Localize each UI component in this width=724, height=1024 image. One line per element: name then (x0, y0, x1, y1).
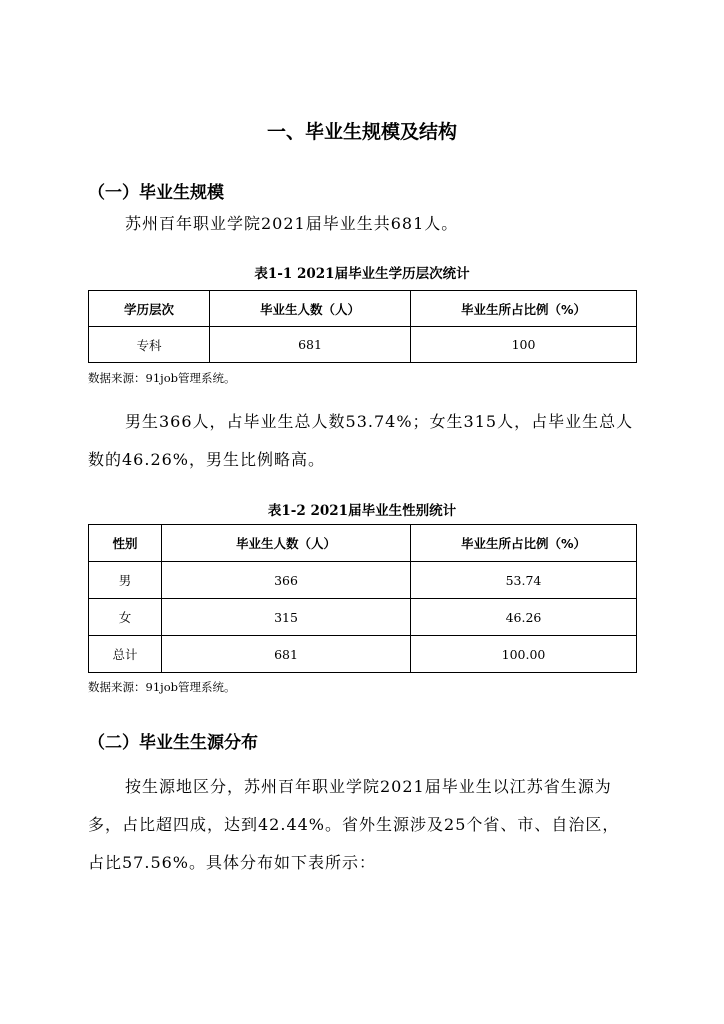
table-cell: 315 (162, 599, 411, 636)
gender-paragraph: 男生366人，占毕业生总人数53.74%；女生315人，占毕业生总人数的46.26%，男生比例略高。 (88, 412, 634, 469)
table-cell: 专科 (89, 327, 210, 363)
intro-paragraph: 苏州百年职业学院2021届毕业生共681人。 (125, 214, 459, 233)
table-row (89, 636, 637, 673)
table-cell: 男 (89, 562, 162, 599)
data-source-note: 数据来源：91job管理系统。 (88, 680, 236, 694)
table-cell: 681 (210, 327, 411, 363)
table-cell: 总计 (89, 636, 162, 673)
table-header-cell: 毕业生所占比例（%） (411, 291, 637, 327)
table-cell: 46.26 (411, 599, 637, 636)
section-title: 一、毕业生规模及结构 (266, 121, 457, 143)
table-header-row (89, 525, 637, 562)
table-cell: 366 (162, 562, 411, 599)
gender-table (88, 524, 637, 673)
table-cell: 女 (89, 599, 162, 636)
table1-caption: 表1-1 2021届毕业生学历层次统计 (254, 266, 470, 282)
table-row (89, 562, 637, 599)
table-header-cell: 学历层次 (89, 291, 210, 327)
subsection-heading-scale: （一）毕业生规模 (88, 183, 224, 203)
subsection-heading-origin: （二）毕业生生源分布 (88, 733, 258, 753)
table-row (89, 327, 637, 363)
table-cell: 100 (411, 327, 637, 363)
table-header-row (89, 291, 637, 327)
table-cell: 100.00 (411, 636, 637, 673)
table-cell: 681 (162, 636, 411, 673)
table-header-cell: 毕业生人数（人） (210, 291, 411, 327)
table-cell: 53.74 (411, 562, 637, 599)
education-level-table (88, 290, 637, 363)
table-row (89, 599, 637, 636)
table-header-cell: 毕业生人数（人） (162, 525, 411, 562)
origin-paragraph: 按生源地区分，苏州百年职业学院2021届毕业生以江苏省生源为多，占比超四成，达到42.44%。省外生源涉及25个省、市、自治区，占比57.56%。具体分布如下表所示： (88, 777, 620, 872)
data-source-note: 数据来源：91job管理系统。 (88, 371, 236, 385)
table-header-cell: 性别 (89, 525, 162, 562)
table-header-cell: 毕业生所占比例（%） (411, 525, 637, 562)
table2-caption: 表1-2 2021届毕业生性别统计 (267, 503, 457, 519)
